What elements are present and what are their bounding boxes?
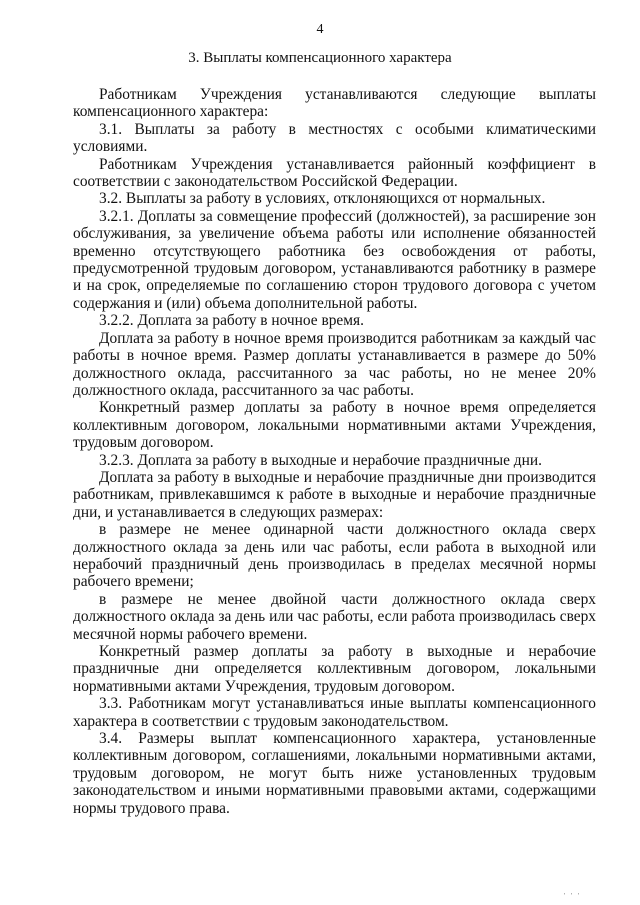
footer-mark: ' ' ': [564, 892, 582, 900]
paragraph-3-2: 3.2. Выплаты за работу в условиях, отклоняющихся от нормальных.: [99, 190, 546, 208]
paragraph-single-rate: в размере не менее одинарной части должностного оклада сверх должностного оклада за день или час работы, если работа в выходной или нерабочий праздничный день производилась в пределах месячной нормы рабочего времени;: [73, 521, 596, 591]
paragraph-3-3: 3.3. Работникам могут устанавливаться иные выплаты компенсационного характера в соответствии с трудовым законодательством.: [73, 695, 596, 730]
paragraph-3-1: 3.1. Выплаты за работу в местностях с особыми климатическими условиями.: [73, 120, 596, 156]
paragraph-intro: Работникам Учреждения устанавливаются следующие выплаты компенсационного характера:: [73, 86, 596, 121]
page-number: 4: [316, 22, 324, 37]
paragraph-night-pay: Доплата за работу в ночное время производится работникам за каждый час работы в ночное время. Размер доплаты устанавливается в размере до 50% должностного оклада, рассчитанного за час работы, но не менее 20% должностного оклада, рассчитанного за час работы.: [73, 329, 596, 399]
paragraph-double-rate: в размере не менее двойной части должностного оклада сверх должностного оклада за день или час работы, если работа производилась сверх месячной нормы рабочего времени.: [73, 590, 596, 643]
paragraph-3-4: 3.4. Размеры выплат компенсационного характера, установленные коллективным договором, соглашениями, локальными нормативными актами, трудовым договором, не могут быть ниже установленных трудовым законодательством и иными нормативными правовыми актами, содержащими нормы трудового права.: [73, 730, 596, 817]
paragraph-holiday-pay-amount: Конкретный размер доплаты за работу в выходные и нерабочие праздничные дни определяется коллективным договором, локальными нормативными актами Учреждения, трудовым договором.: [73, 643, 596, 695]
paragraph-night-pay-amount: Конкретный размер доплаты за работу в ночное время определяется коллективным договором, локальными нормативными актами Учреждения, трудовым договором.: [73, 399, 596, 452]
section-heading: 3. Выплаты компенсационного характера: [188, 50, 452, 66]
paragraph-district-coefficient: Работникам Учреждения устанавливается районный коэффициент в соответствии с законодательством Российской Федерации.: [73, 155, 596, 191]
paragraph-3-2-1: 3.2.1. Доплаты за совмещение профессий (должностей), за расширение зон обслуживания, за увеличение объема работы или исполнение обязанностей временно отсутствующего работника без освобождения от работы, предусмотренной трудовым договором, устанавливаются работнику в размере и на срок, определяемые по соглашению сторон трудового договора с учетом содержания и (или) объема дополнительной работы.: [73, 207, 596, 312]
document-body: [73, 86, 596, 817]
paragraph-3-2-2: 3.2.2. Доплата за работу в ночное время.: [99, 312, 364, 330]
paragraph-holiday-pay: Доплата за работу в выходные и нерабочие праздничные дни производится работникам, привлекавшимся к работе в выходные и нерабочие праздничные дни, и устанавливается в следующих размерах:: [73, 468, 596, 521]
paragraph-3-2-3: 3.2.3. Доплата за работу в выходные и нерабочие праздничные дни.: [99, 451, 542, 469]
